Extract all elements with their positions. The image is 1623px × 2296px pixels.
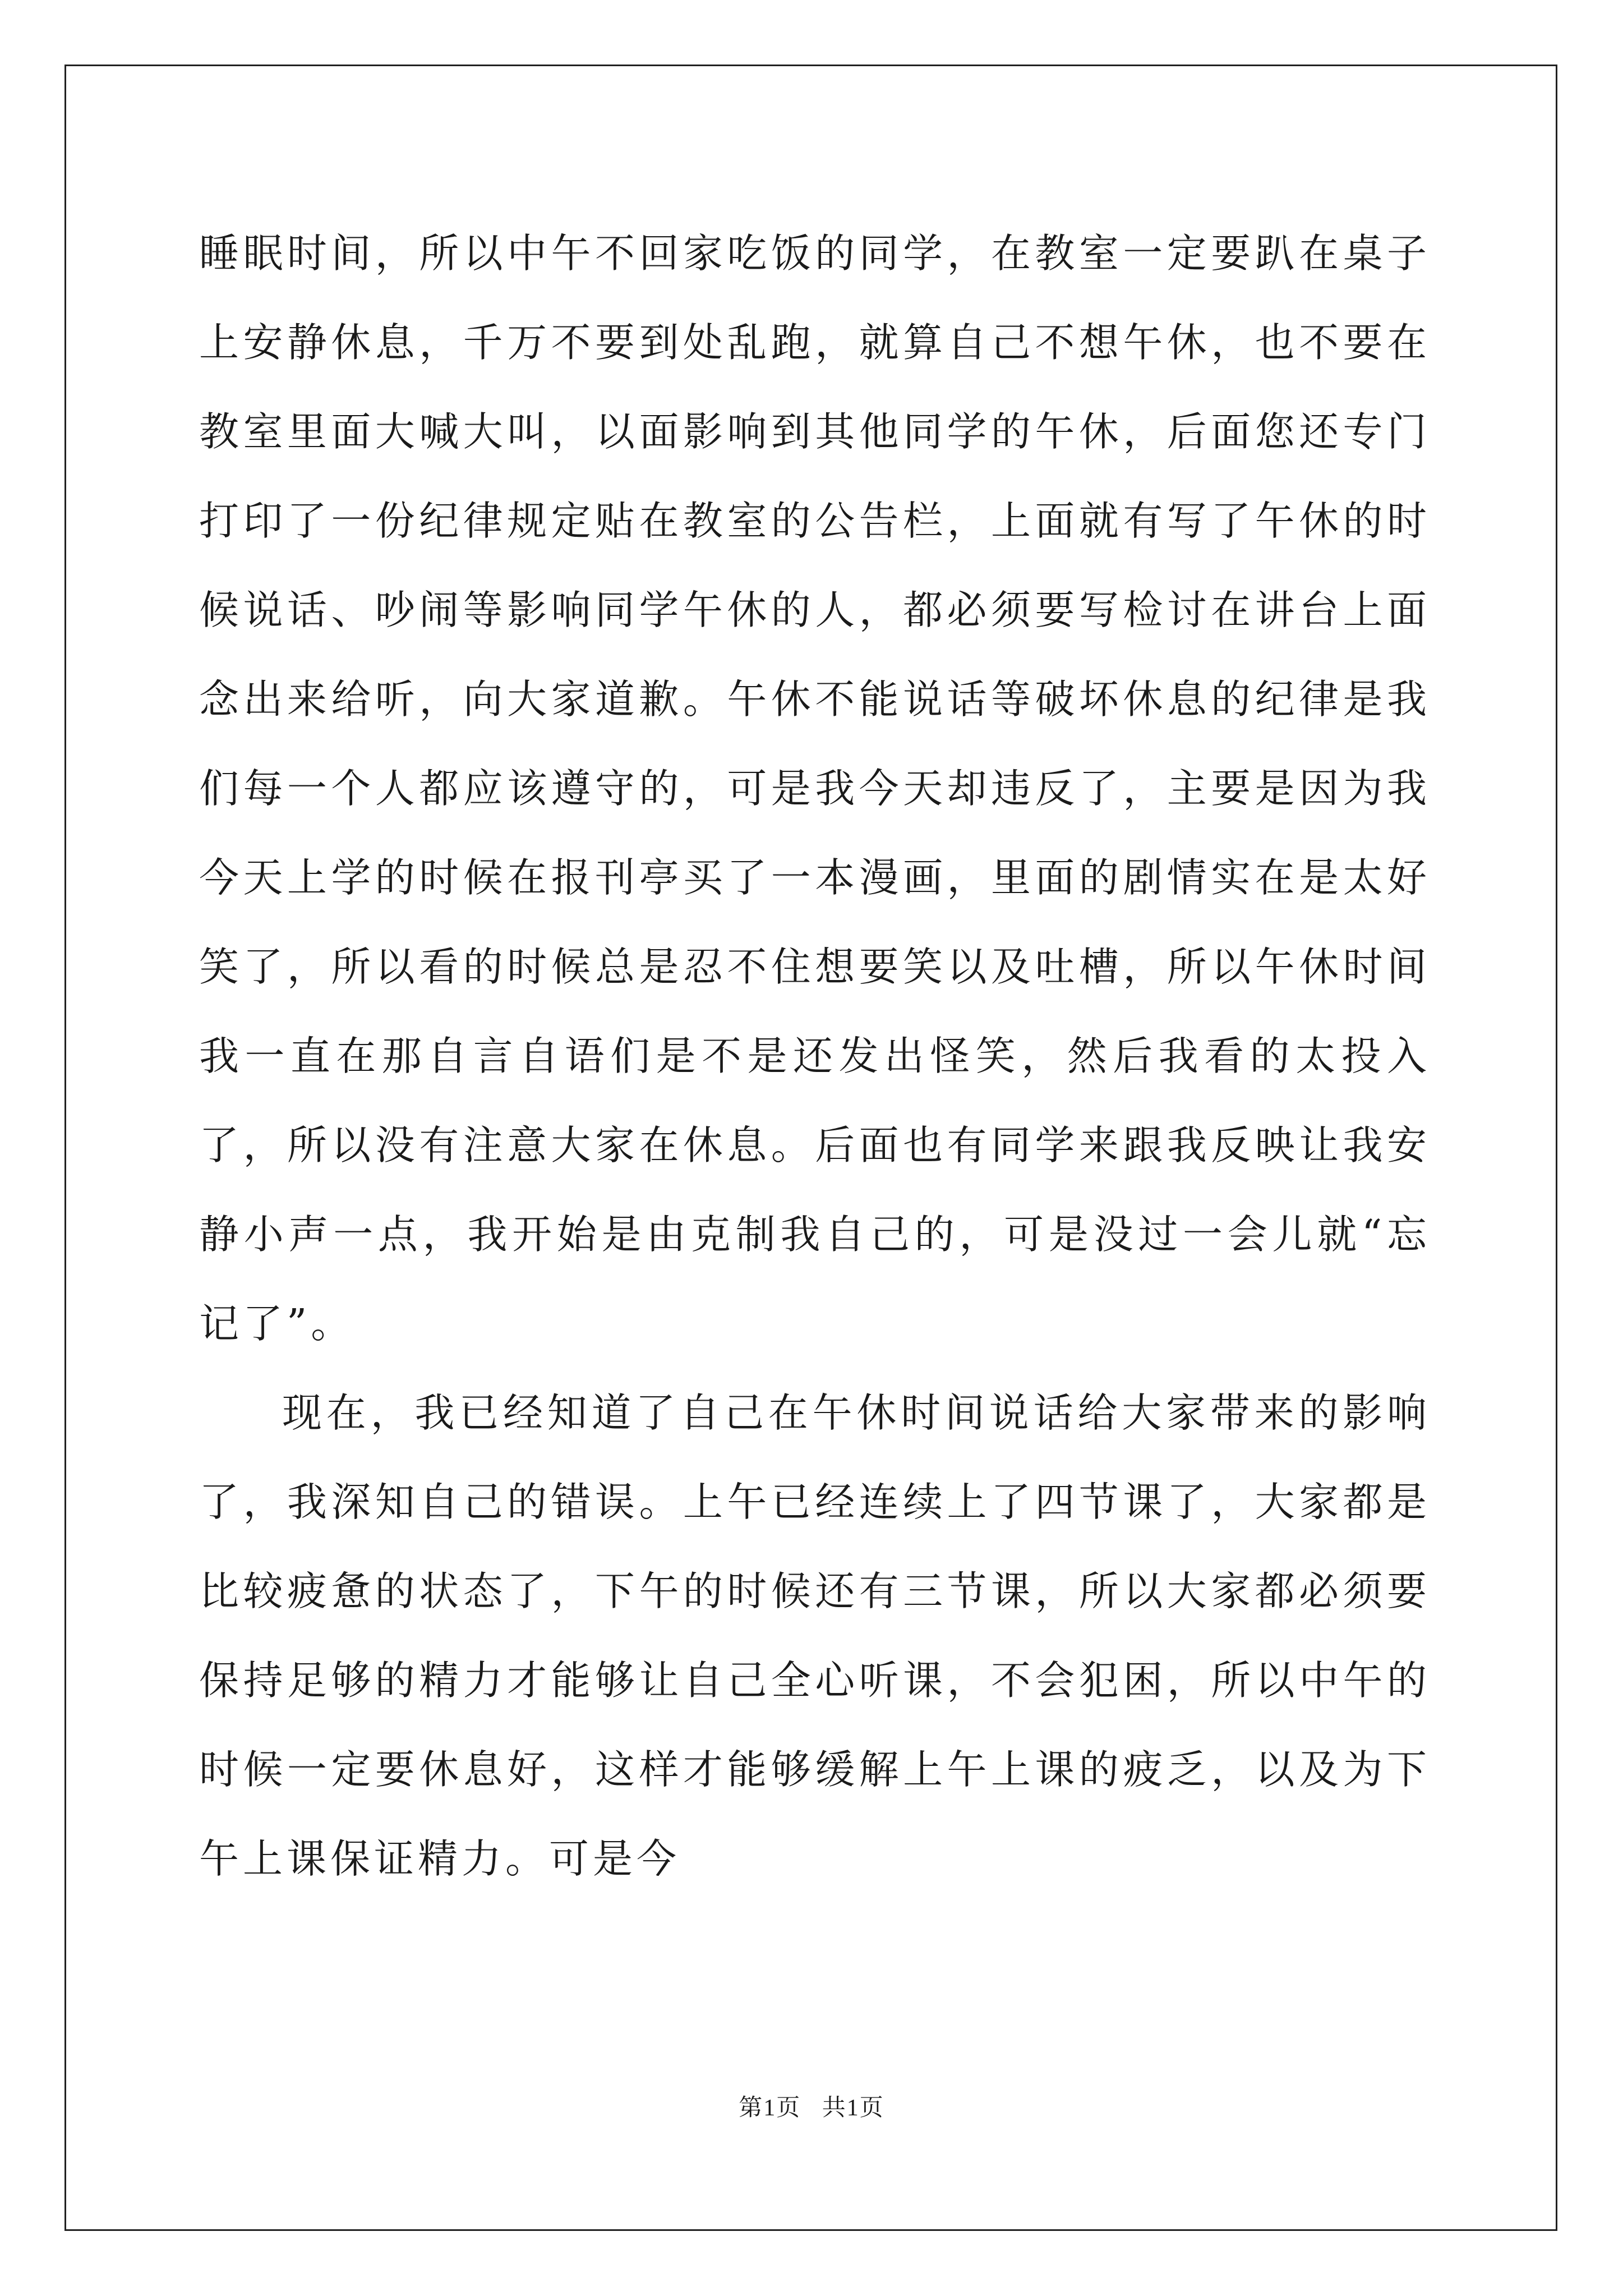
page-number: 第1页 — [739, 2095, 801, 2121]
page-footer — [0, 2089, 1623, 2123]
total-pages: 共1页 — [822, 2095, 884, 2121]
paragraph-1: 睡眠时间，所以中午不回家吃饭的同学，在教室一定要趴在桌子上安静休息，千万不要到处乱跑，就算自己不想午休，也不要在教室里面大喊大叫，以面影响到其他同学的午休，后面您还专门打印了一份纪律规定贴在教室的公告栏，上面就有写了午休的时候说话、吵闹等影响同学午休的人，都必须要写检讨在讲台上面念出来给听，向大家道歉。午休不能说话等破坏休息的纪律是我们每一个人都应该遵守的，可是我今天却违反了，主要是因为我今天上学的时候在报刊亭买了一本漫画，里面的剧情实在是太好笑了，所以看的时候总是忍不住想要笑以及吐槽，所以午休时间我一直在那自言自语们是不是还发出怪笑，然后我看的太投入了，所以没有注意大家在休息。后面也有同学来跟我反映让我安静小声一点，我开始是由克制我自己的，可是没过一会儿就“忘记了”。 — [199, 230, 1431, 1347]
document-body — [199, 209, 1431, 1903]
paragraph-2: 现在，我已经知道了自己在午休时间说话给大家带来的影响了，我深知自己的错误。上午已经连续上了四节课了，大家都是比较疲惫的状态了，下午的时候还有三节课，所以大家都必须要保持足够的精力才能够让自己全心听课，不会犯困，所以中午的时候一定要休息好，这样才能够缓解上午上课的疲乏，以及为下午上课保证精力。可是今 — [199, 1389, 1431, 1882]
